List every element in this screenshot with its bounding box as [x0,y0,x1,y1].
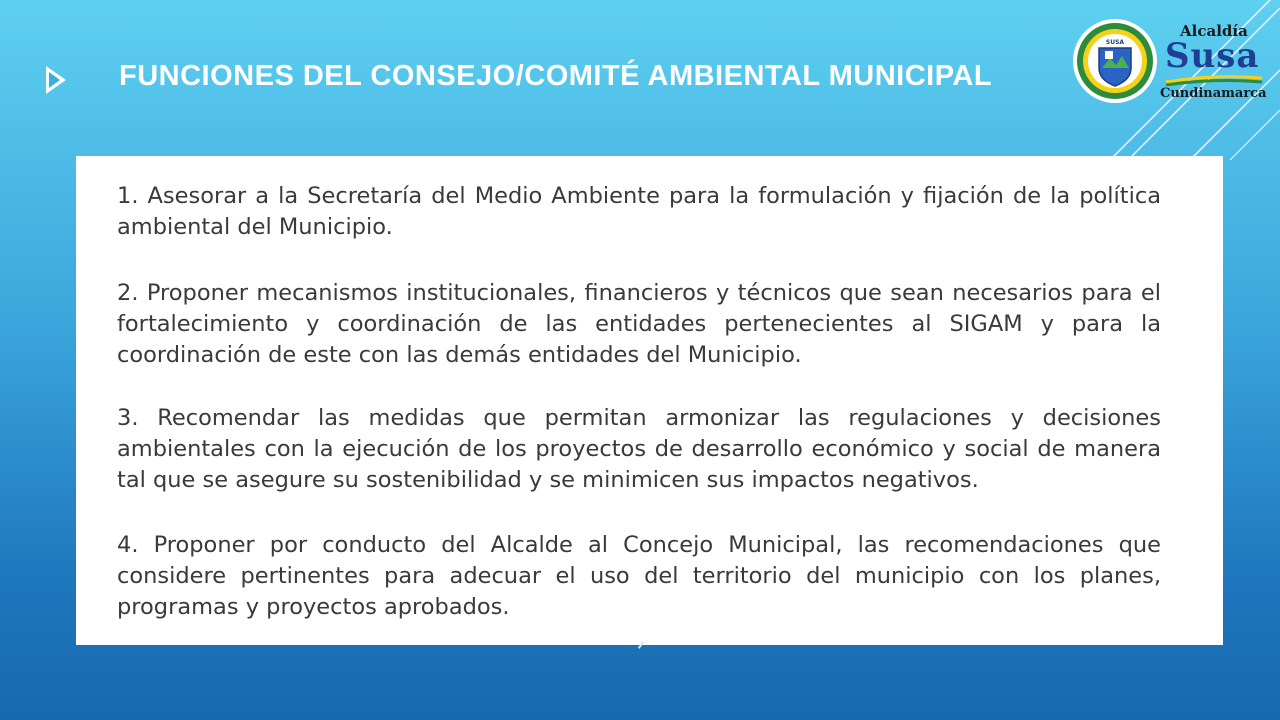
logo-swoosh-icon [1164,72,1264,86]
slide-title: FUNCIONES DEL CONSEJO/COMITÉ AMBIENTAL MUNICIPAL [119,60,993,92]
function-item-2: 2. Proponer mecanismos institucionales, financieros y técnicos que sean necesarios para el fortalecimiento y coordinación de las entidades pertenecientes al SIGAM y para la coordinación de este con las demás entidades del Municipio. [117,280,1161,368]
municipality-logo [1072,18,1268,104]
municipal-seal-icon [1072,18,1158,104]
logo-bottom-text: Cundinamarca [1160,86,1267,101]
logo-top-text: Alcaldía [1180,22,1248,40]
function-item-1: 1. Asesorar a la Secretaría del Medio Ambiente para la formulación y fijación de la política ambiental del Municipio. [117,183,1161,240]
logo-name-text: Susa [1165,36,1260,76]
function-item-3: 3. Recomendar las medidas que permitan armonizar las regulaciones y decisiones ambientales con la ejecución de los proyectos de desarrollo económico y social de manera tal que se asegure su sostenibilidad y se minimicen sus impactos negativos. [117,405,1161,493]
title-bullet-arrow-icon [46,66,66,94]
function-item-4: 4. Proponer por conducto del Alcalde al Concejo Municipal, las recomendaciones que considere pertinentes para adecuar el uso del territorio del municipio con los planes, programas y proyectos aprobados. [117,532,1161,620]
svg-text:SUSA: SUSA [1105,39,1125,46]
content-panel [76,156,1223,645]
